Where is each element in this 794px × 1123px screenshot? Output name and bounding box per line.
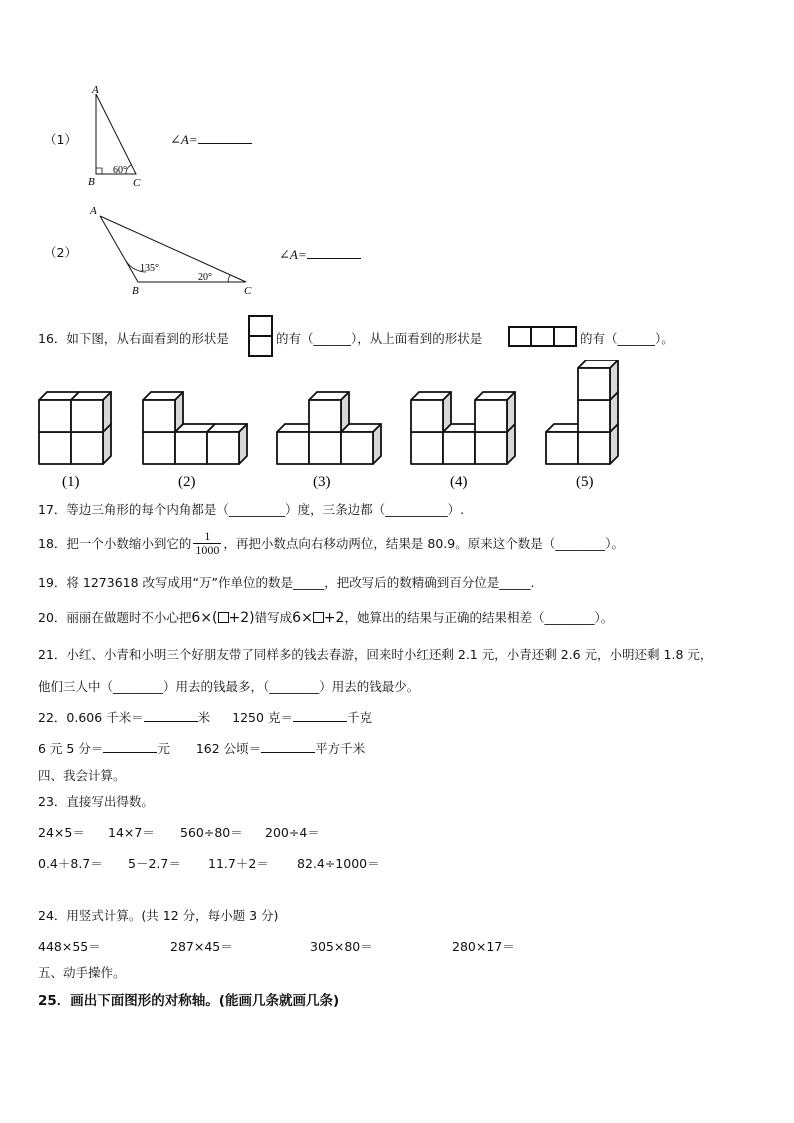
- q22-c-prefix: 6 元 5 分＝: [38, 741, 104, 756]
- vertex-b: B: [132, 285, 139, 297]
- q22-a-blank[interactable]: [144, 709, 198, 722]
- q24-item2: 287×45＝: [170, 939, 233, 954]
- section-5-heading: 五、动手操作。: [38, 965, 126, 980]
- q22-d-blank[interactable]: [261, 740, 315, 753]
- fraction-one-thousandth: [193, 530, 221, 557]
- answer-blank[interactable]: [307, 246, 361, 259]
- top-view-shape: [507, 325, 579, 349]
- obtuse-triangle-figure: [86, 200, 260, 300]
- cube-side-face: [103, 392, 111, 432]
- section-4-heading: 四、我会计算。: [38, 768, 126, 783]
- q16-text-c: 的有（______）。: [580, 331, 674, 346]
- fraction-numerator: 1: [193, 530, 221, 544]
- blank-box: [218, 612, 229, 623]
- q23-row2-item1: 0.4＋8.7＝: [38, 856, 103, 871]
- vertex-a: A: [90, 205, 97, 217]
- q23-row1-item4: 200÷4＝: [265, 825, 320, 840]
- cube-side-face: [443, 392, 451, 432]
- q23-row2-item4: 82.4÷1000＝: [297, 856, 380, 871]
- q15-item2-label: （2）: [44, 245, 77, 260]
- angle-c-label: 20°: [198, 272, 212, 283]
- q25-text: 25．画出下面图形的对称轴。(能画几条就画几条): [38, 993, 340, 1009]
- q18-text-a: 18．把一个小数缩小到它的: [38, 536, 192, 551]
- q22-d-unit: 平方千米: [315, 741, 366, 756]
- expr-wrong: [292, 610, 344, 626]
- figure-label-1: (1): [62, 474, 80, 490]
- cube-side-face: [239, 424, 247, 464]
- q23-row1-item3: 560÷80＝: [180, 825, 243, 840]
- vertex-c: C: [244, 285, 252, 297]
- cube-front-face: [578, 400, 610, 432]
- cube-side-face: [341, 392, 349, 432]
- figure-label-5: (5): [576, 474, 594, 490]
- q24-item4: 280×17＝: [452, 939, 515, 954]
- q23-row1-item2: 14×7＝: [108, 825, 155, 840]
- fraction-denominator: 1000: [195, 542, 220, 557]
- angle-c-label: 60°: [113, 165, 127, 176]
- right-triangle-figure: [80, 82, 150, 190]
- cube-side-face: [175, 392, 183, 432]
- cube-side-face: [610, 360, 618, 400]
- q18-text-b: ，再把小数点向右移动两位，结果是 80.9。原来这个数是（________）。: [223, 536, 624, 551]
- q24-item3: 305×80＝: [310, 939, 373, 954]
- answer-prefix: ∠A=: [279, 247, 307, 262]
- q15-item1-label: （1）: [44, 132, 77, 147]
- expr-correct-a: 6×(: [191, 610, 218, 626]
- answer-blank[interactable]: [198, 131, 252, 144]
- vertex-b: B: [88, 176, 95, 188]
- expr-wrong-b: +2: [323, 610, 345, 626]
- cube-front-face: [546, 432, 578, 464]
- right-view-shape: [247, 314, 275, 358]
- blank-box: [313, 612, 324, 623]
- expr-correct: [191, 610, 254, 626]
- cube-front-face: [309, 432, 341, 464]
- q22-b-blank[interactable]: [293, 709, 347, 722]
- q22-c-unit: 元: [157, 741, 170, 756]
- cube-front-face: [443, 432, 475, 464]
- q16-text-b: 的有（______），从上面看到的形状是: [276, 331, 483, 346]
- q15-item1-answer: [170, 131, 252, 148]
- q23-title: 23．直接写出得数。: [38, 794, 154, 809]
- expr-correct-b: +2): [228, 610, 255, 626]
- q21-line2: 他们三人中（________）用去的钱最多，（________）用去的钱最少。: [38, 679, 420, 694]
- cube-front-face: [475, 400, 507, 432]
- q18-line: [38, 526, 624, 560]
- q22-a-prefix: 22．0.606 千米＝: [38, 710, 144, 725]
- cube-front-face: [475, 432, 507, 464]
- q20-line: [38, 608, 613, 626]
- cube-front-face: [71, 400, 103, 432]
- figure-label-4: (4): [450, 474, 468, 490]
- q22-b-unit: 千克: [346, 710, 372, 725]
- cube-side-face: [507, 392, 515, 432]
- q22-a-unit: 米: [197, 710, 211, 725]
- q23-row2-item3: 11.7＋2＝: [208, 856, 269, 871]
- cube-side-face: [373, 424, 381, 464]
- figure-label-3: (3): [313, 474, 331, 490]
- expr-wrong-a: 6×: [292, 610, 313, 626]
- q19-text: 19．将 1273618 改写成用“万”作单位的数是_____，把改写后的数精确到百分位是_____.: [38, 575, 535, 590]
- q22-c-blank[interactable]: [103, 740, 157, 753]
- cube-front-face: [143, 400, 175, 432]
- vertex-a: A: [92, 84, 99, 96]
- cube-front-face: [411, 432, 443, 464]
- q17-text: 17．等边三角形的每个内角都是（_________）度，三条边都（__________）.: [38, 502, 465, 517]
- cube-front-face: [71, 432, 103, 464]
- angle-b-label: 135°: [140, 263, 159, 274]
- q16-text-a: 16．如下图，从右面看到的形状是: [38, 331, 229, 346]
- cube-front-face: [207, 432, 239, 464]
- cube-front-face: [309, 400, 341, 432]
- answer-prefix: ∠A=: [170, 132, 198, 147]
- q15-item2-answer: [279, 246, 361, 263]
- cube-figures: [0, 360, 794, 495]
- q22-row2: [38, 739, 365, 757]
- q21-line1: 21．小红、小青和小明三个好朋友带了同样多的钱去春游，回来时小红还剩 2.1 元，小青还剩 2.6 元，小明还剩 1.8 元，: [38, 647, 713, 662]
- q22-row1: [38, 708, 372, 726]
- cube-front-face: [578, 368, 610, 400]
- figure-label-2: (2): [178, 474, 196, 490]
- q20-text-a: 20．丽丽在做题时不小心把: [38, 610, 192, 625]
- cube-front-face: [341, 432, 373, 464]
- q20-text-mid: 错写成: [254, 610, 293, 625]
- q24-title: 24．用竖式计算。(共 12 分，每小题 3 分): [38, 908, 279, 923]
- q22-d-prefix: 162 公顷＝: [195, 741, 262, 756]
- q20-text-b: ，她算出的结果与正确的结果相差（________）。: [344, 610, 614, 625]
- cube-front-face: [143, 432, 175, 464]
- q22-b-prefix: 1250 克＝: [232, 710, 293, 725]
- cube-front-face: [578, 432, 610, 464]
- q24-item1: 448×55＝: [38, 939, 101, 954]
- q23-row1-item1: 24×5＝: [38, 825, 85, 840]
- cube-front-face: [175, 432, 207, 464]
- cube-front-face: [277, 432, 309, 464]
- q23-row2-item2: 5－2.7＝: [128, 856, 181, 871]
- cube-front-face: [39, 400, 71, 432]
- cube-front-face: [411, 400, 443, 432]
- cube-front-face: [39, 432, 71, 464]
- vertex-c: C: [133, 177, 141, 189]
